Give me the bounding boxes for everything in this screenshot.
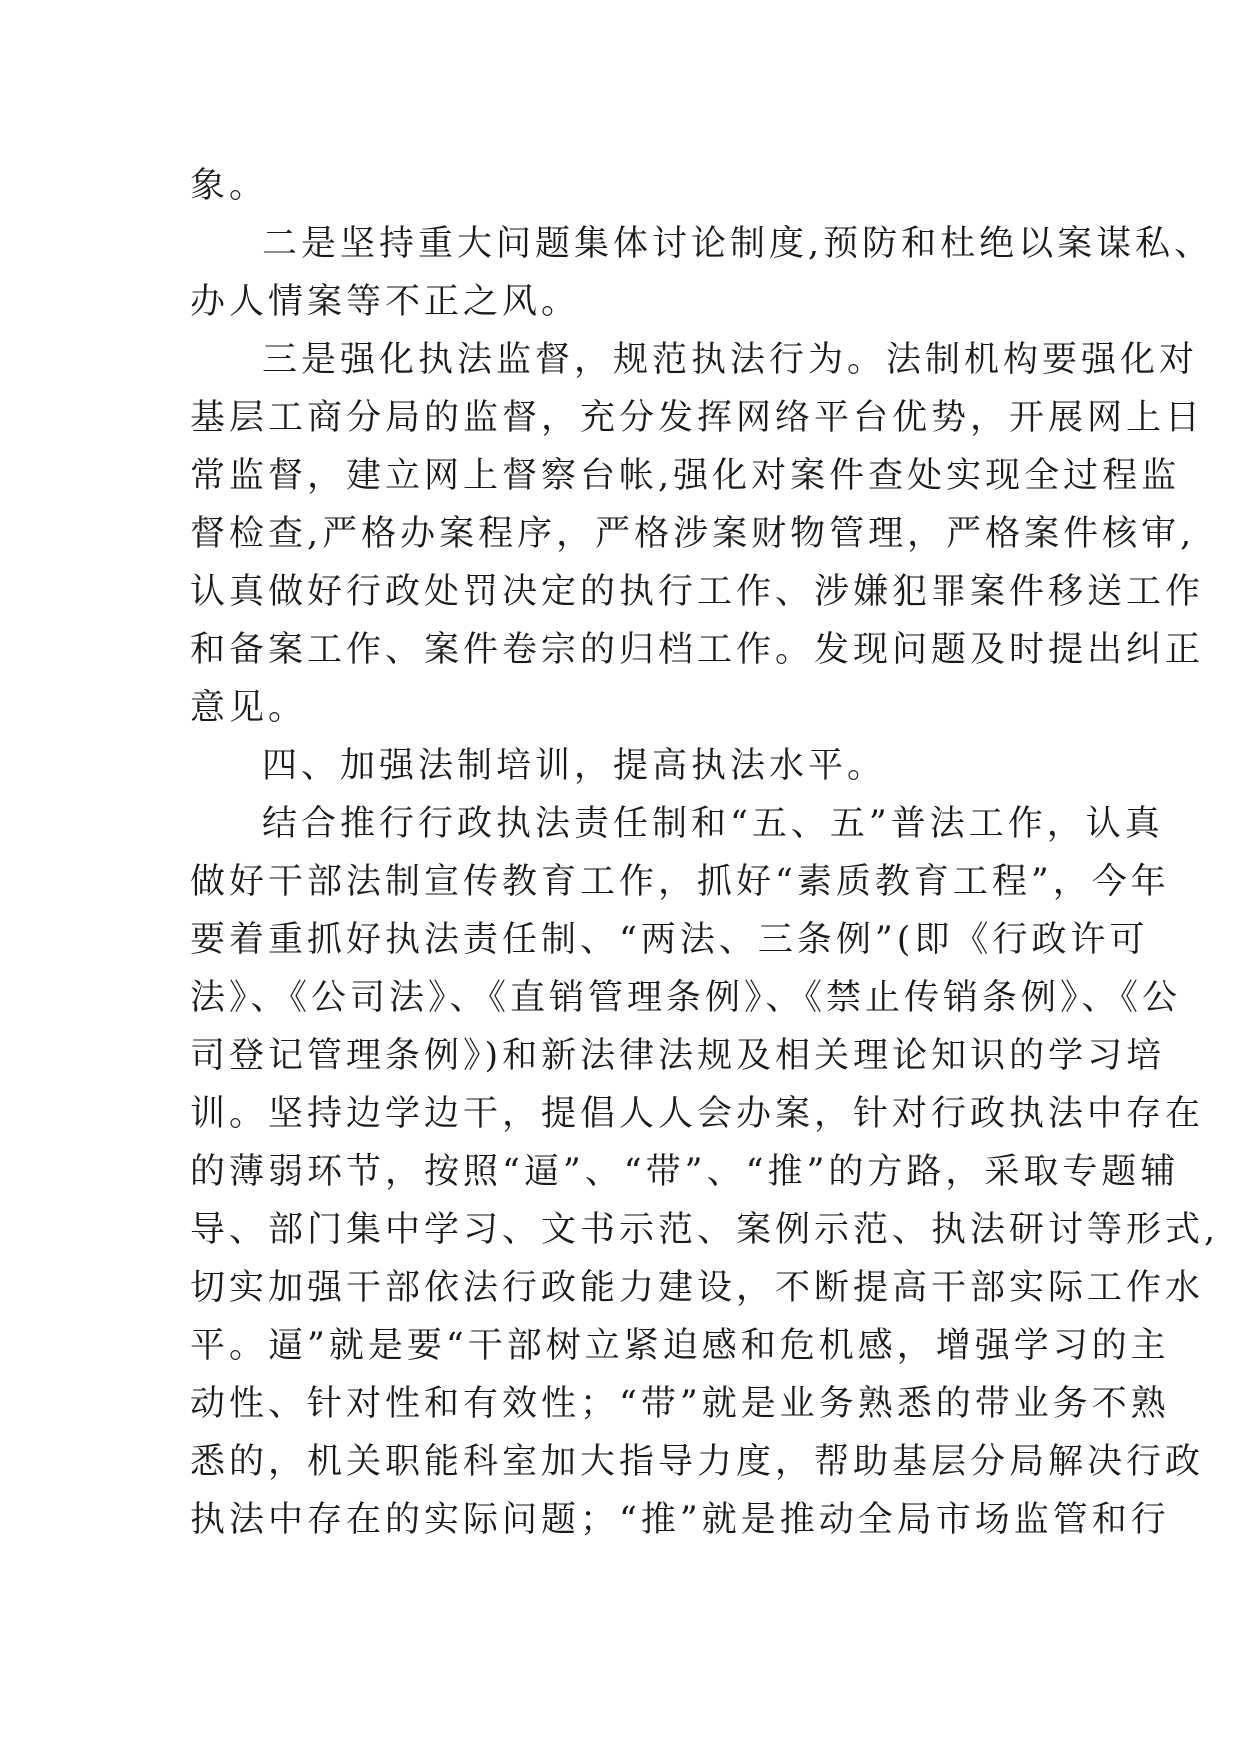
text-line: 法》、《公司法》、《直销管理条例》、《禁止传销条例》、《公 <box>190 978 1182 1018</box>
text-line: 训。坚持边学边干，提倡人人会办案，针对行政执法中存在 <box>190 1094 1205 1134</box>
text-line: 平。逼”就是要“干部树立紧迫感和危机感，增强学习的主 <box>190 1326 1170 1366</box>
body-text <box>190 157 1220 1549</box>
text-line: 悉的，机关职能科室加大指导力度，帮助基层分局解决行政 <box>190 1442 1205 1482</box>
text-line: 督检查,严格办案程序，严格涉案财物管理，严格案件核审, <box>190 514 1196 554</box>
text-line: 和备案工作、案件卷宗的归档工作。发现问题及时提出纠正 <box>190 630 1205 670</box>
text-line: 要着重抓好执法责任制、“两法、三条例”(即《行政许可 <box>190 920 1149 960</box>
text-line: 司登记管理条例》)和新法律法规及相关理论知识的学习培 <box>190 1036 1166 1076</box>
text-line: 的薄弱环节，按照“逼”、“带”、“推”的方路，采取专题辅 <box>190 1152 1180 1192</box>
text-line: 基层工商分局的监督，充分发挥网络平台优势，开展网上日 <box>190 398 1205 438</box>
text-line: 象。 <box>190 166 269 206</box>
text-line: 导、部门集中学习、文书示范、案例示范、执法研讨等形式, <box>190 1210 1220 1250</box>
text-line: 切实加强干部依法行政能力建设，不断提高干部实际工作水 <box>190 1268 1205 1308</box>
text-line: 意见。 <box>190 688 308 728</box>
text-line: 结合推行行政执法责任制和“五、五”普法工作，认真 <box>262 804 1164 844</box>
text-line: 认真做好行政处罚决定的执行工作、涉嫌犯罪案件移送工作 <box>190 572 1205 612</box>
text-line: 办人情案等不正之风。 <box>190 282 581 322</box>
text-line: 常监督，建立网上督察台帐,强化对案件查处实现全过程监 <box>190 456 1181 496</box>
text-line: 二是坚持重大问题集体讨论制度,预防和杜绝以案谋私、 <box>262 224 1214 264</box>
text-line: 动性、针对性和有效性；“带”就是业务熟悉的带业务不熟 <box>190 1384 1170 1424</box>
text-line: 执法中存在的实际问题；“推”就是推动全局市场监管和行 <box>190 1500 1170 1540</box>
text-line: 四、加强法制培训，提高执法水平。 <box>262 746 887 786</box>
text-line: 做好干部法制宣传教育工作，抓好“素质教育工程”，今年 <box>190 862 1170 902</box>
text-line: 三是强化执法监督，规范执法行为。法制机构要强化对 <box>262 340 1199 380</box>
